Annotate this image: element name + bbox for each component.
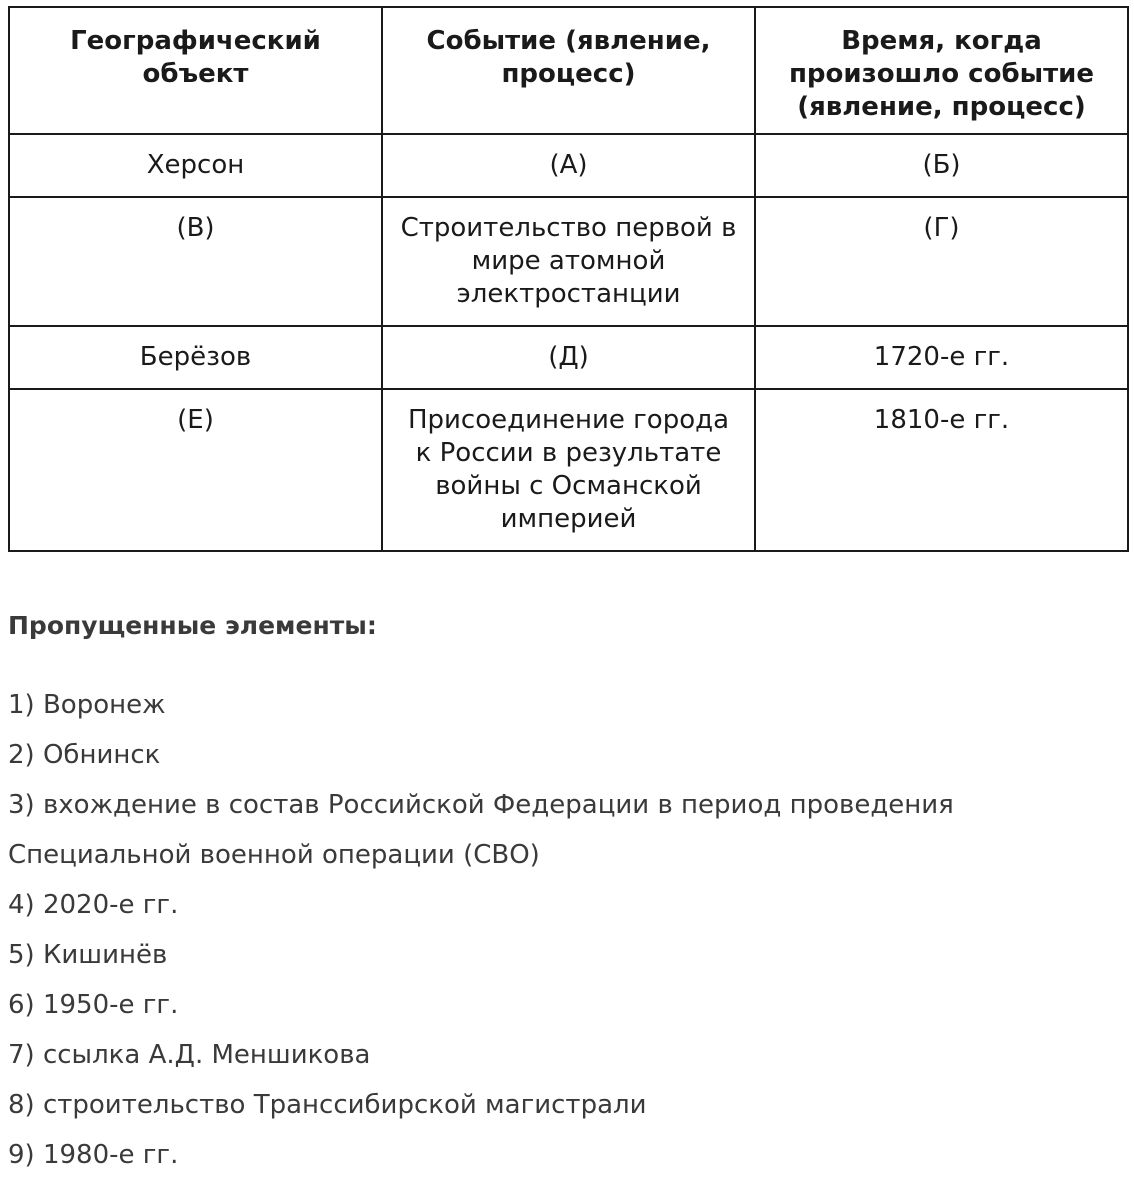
list-item: 3) вхождение в состав Российской Федерации в период проведения <box>8 790 954 820</box>
header-event: Событие (явление, процесс) <box>382 7 755 134</box>
table-cell: Херсон <box>9 134 382 197</box>
list-item: 1) Воронеж <box>8 690 166 720</box>
header-time: Время, когда произошло событие (явление, процесс) <box>755 7 1128 134</box>
header-geographic-object: Географический объект <box>9 7 382 134</box>
table-cell: (Г) <box>755 197 1128 326</box>
table-cell: Присоединение города к России в результате войны с Османской империей <box>382 389 755 551</box>
events-table <box>8 6 1129 552</box>
missing-elements-list <box>8 680 1118 1180</box>
table-cell: (Б) <box>755 134 1128 197</box>
list-item: 5) Кишинёв <box>8 940 168 970</box>
table-cell: Берёзов <box>9 326 382 389</box>
table-row <box>9 134 1128 197</box>
table-cell: (Д) <box>382 326 755 389</box>
events-table-container <box>8 6 1127 552</box>
list-item: 7) ссылка А.Д. Меншикова <box>8 1040 371 1070</box>
list-item: 6) 1950-е гг. <box>8 990 179 1020</box>
table-cell: Строительство первой в мире атомной электростанции <box>382 197 755 326</box>
list-item: 8) строительство Транссибирской магистрали <box>8 1090 647 1120</box>
table-row <box>9 389 1128 551</box>
table-cell: 1720-е гг. <box>755 326 1128 389</box>
table-cell: (А) <box>382 134 755 197</box>
table-row <box>9 326 1128 389</box>
list-item: 4) 2020-е гг. <box>8 890 179 920</box>
table-header-row <box>9 7 1128 134</box>
list-item: Специальной военной операции (СВО) <box>8 840 540 870</box>
table-cell: (Е) <box>9 389 382 551</box>
table-row <box>9 197 1128 326</box>
missing-elements-title: Пропущенные элементы: <box>8 611 377 640</box>
table-cell: (В) <box>9 197 382 326</box>
list-item: 2) Обнинск <box>8 740 161 770</box>
missing-elements-section <box>8 606 1118 1180</box>
table-cell: 1810-е гг. <box>755 389 1128 551</box>
list-item: 9) 1980-е гг. <box>8 1140 179 1170</box>
